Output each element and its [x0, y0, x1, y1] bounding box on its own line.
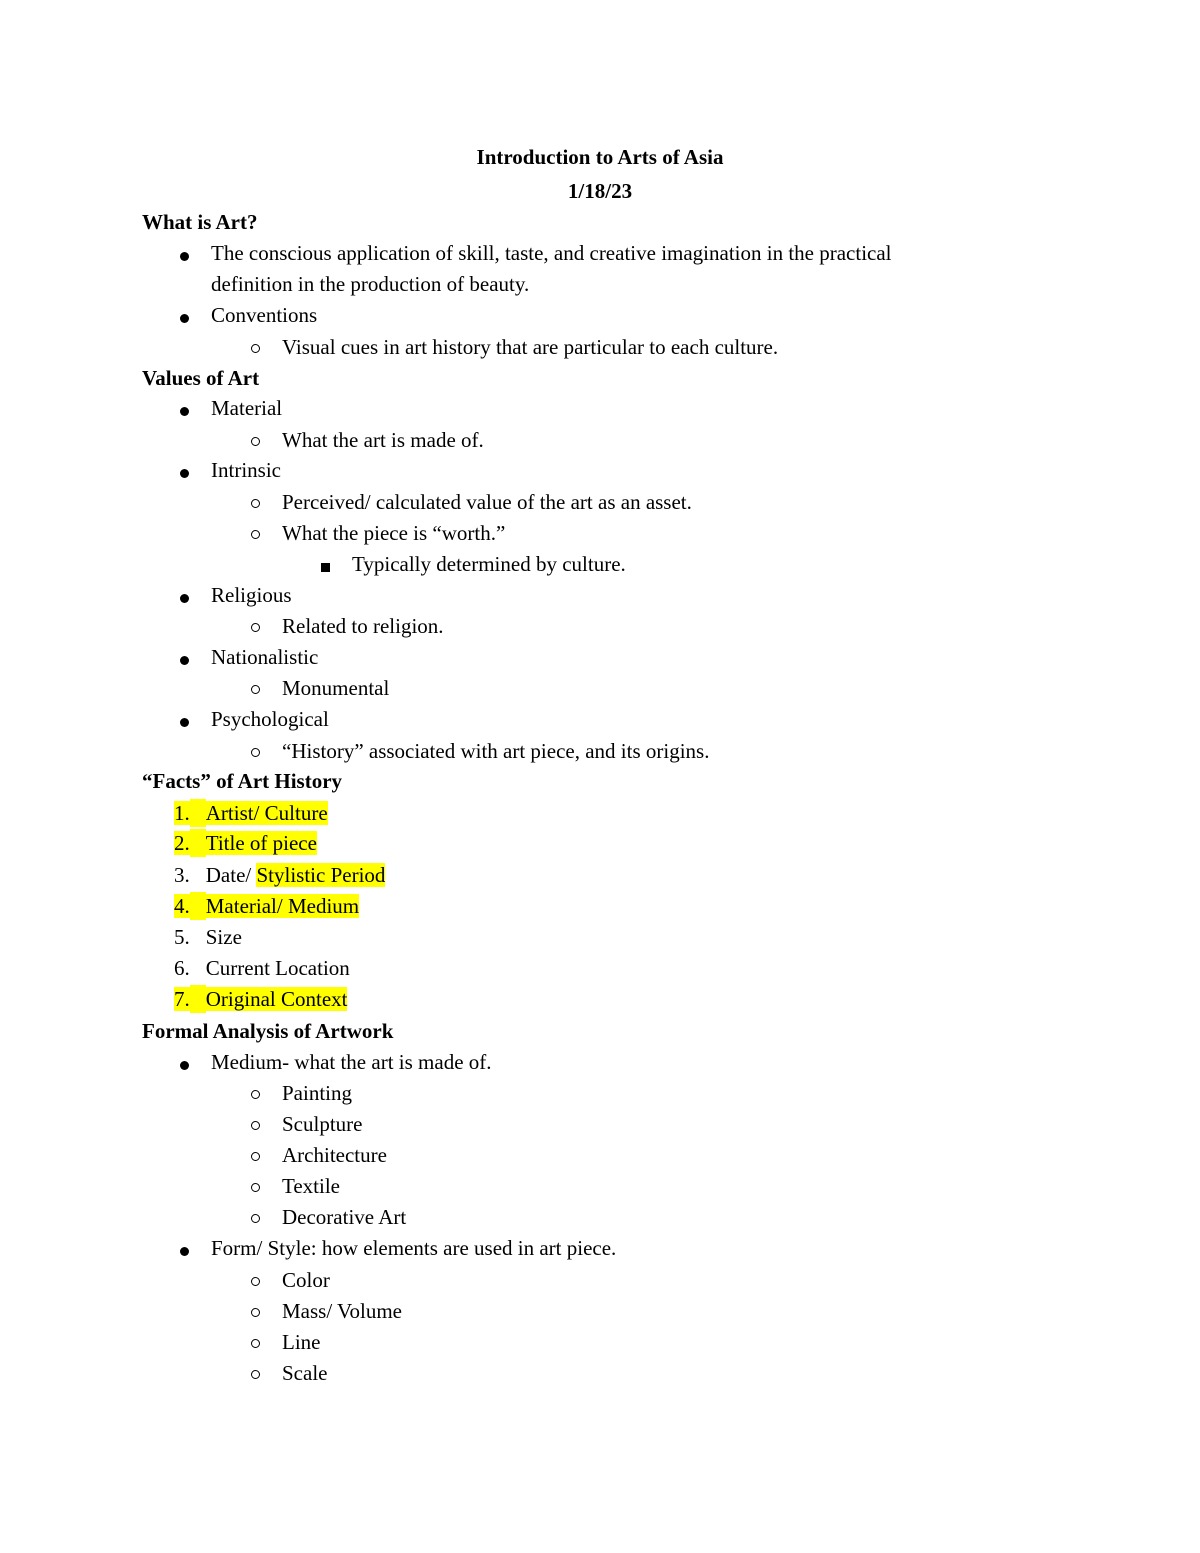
bullet-circle-icon: [251, 1121, 260, 1130]
heading-facts-of-art-history: “Facts” of Art History: [142, 769, 343, 793]
list-number: 1.: [174, 801, 190, 825]
list-item-continuation: definition in the production of beauty.: [211, 272, 530, 296]
numbered-list-item: [174, 829, 317, 857]
list-number: 5.: [174, 925, 190, 949]
bullet-circle-icon: [251, 344, 260, 353]
list-item: Psychological: [211, 707, 329, 731]
list-text: Original Context: [205, 987, 348, 1011]
list-item: Typically determined by culture.: [352, 552, 626, 576]
list-item: Monumental: [282, 676, 390, 700]
list-item: Related to religion.: [282, 614, 444, 638]
list-item: Visual cues in art history that are particular to each culture.: [282, 335, 779, 359]
bullet-dot-icon: [180, 1061, 189, 1070]
list-item: Textile: [282, 1174, 341, 1198]
bullet-circle-icon: [251, 1308, 260, 1317]
list-item: Material: [211, 396, 283, 420]
document-date: 1/18/23: [567, 179, 633, 203]
numbered-list-item: [174, 799, 328, 827]
list-number: 7.: [174, 987, 190, 1011]
list-text-highlight: Stylistic Period: [256, 863, 386, 887]
list-item: “History” associated with art piece, and its origins.: [282, 739, 710, 763]
bullet-circle-icon: [251, 1339, 260, 1348]
bullet-circle-icon: [251, 1090, 260, 1099]
bullet-circle-icon: [251, 437, 260, 446]
bullet-dot-icon: [180, 594, 189, 603]
bullet-dot-icon: [180, 1247, 189, 1256]
list-item: Mass/ Volume: [282, 1299, 402, 1323]
heading-formal-analysis: Formal Analysis of Artwork: [142, 1019, 394, 1043]
bullet-dot-icon: [180, 314, 189, 323]
list-item: Medium- what the art is made of.: [211, 1050, 492, 1074]
list-text: Size: [205, 925, 242, 949]
list-item: Painting: [282, 1081, 353, 1105]
numbered-list-item: [174, 892, 359, 920]
list-item: Nationalistic: [211, 645, 319, 669]
list-item: The conscious application of skill, taste, and creative imagination in the practical: [211, 241, 892, 265]
bullet-circle-icon: [251, 530, 260, 539]
bullet-dot-icon: [180, 656, 189, 665]
bullet-dot-icon: [180, 407, 189, 416]
bullet-circle-icon: [251, 623, 260, 632]
bullet-square-icon: [321, 563, 330, 572]
list-item: Decorative Art: [282, 1205, 407, 1229]
bullet-dot-icon: [180, 469, 189, 478]
bullet-circle-icon: [251, 1183, 260, 1192]
list-item: Architecture: [282, 1143, 387, 1167]
bullet-circle-icon: [251, 1152, 260, 1161]
list-item: Scale: [282, 1361, 328, 1385]
list-number: 2.: [174, 831, 190, 855]
bullet-circle-icon: [251, 1214, 260, 1223]
list-text: Date/: [205, 863, 257, 887]
bullet-circle-icon: [251, 499, 260, 508]
list-item: Color: [282, 1268, 330, 1292]
list-item: Conventions: [211, 303, 318, 327]
bullet-dot-icon: [180, 718, 189, 727]
list-item: Intrinsic: [211, 458, 281, 482]
document-title: Introduction to Arts of Asia: [476, 145, 724, 169]
list-item: Religious: [211, 583, 292, 607]
list-text: Artist/ Culture: [205, 801, 328, 825]
list-item: What the piece is “worth.”: [282, 521, 506, 545]
bullet-dot-icon: [180, 252, 189, 261]
numbered-list-item: [174, 954, 350, 982]
list-item: Sculpture: [282, 1112, 363, 1136]
list-text: Title of piece: [205, 831, 317, 855]
list-item: Form/ Style: how elements are used in art piece.: [211, 1236, 617, 1260]
heading-what-is-art: What is Art?: [142, 210, 258, 234]
list-item: Perceived/ calculated value of the art as an asset.: [282, 490, 692, 514]
heading-values-of-art: Values of Art: [142, 366, 260, 390]
bullet-circle-icon: [251, 1370, 260, 1379]
list-number: 6.: [174, 956, 190, 980]
bullet-circle-icon: [251, 1277, 260, 1286]
list-text: Material/ Medium: [205, 894, 360, 918]
numbered-list-item: [174, 923, 242, 951]
numbered-list-item: [174, 861, 385, 889]
list-item: Line: [282, 1330, 321, 1354]
bullet-circle-icon: [251, 748, 260, 757]
list-item: What the art is made of.: [282, 428, 484, 452]
list-number: 3.: [174, 863, 190, 887]
list-number: 4.: [174, 894, 190, 918]
numbered-list-item: [174, 985, 347, 1013]
list-text: Current Location: [205, 956, 350, 980]
bullet-circle-icon: [251, 685, 260, 694]
